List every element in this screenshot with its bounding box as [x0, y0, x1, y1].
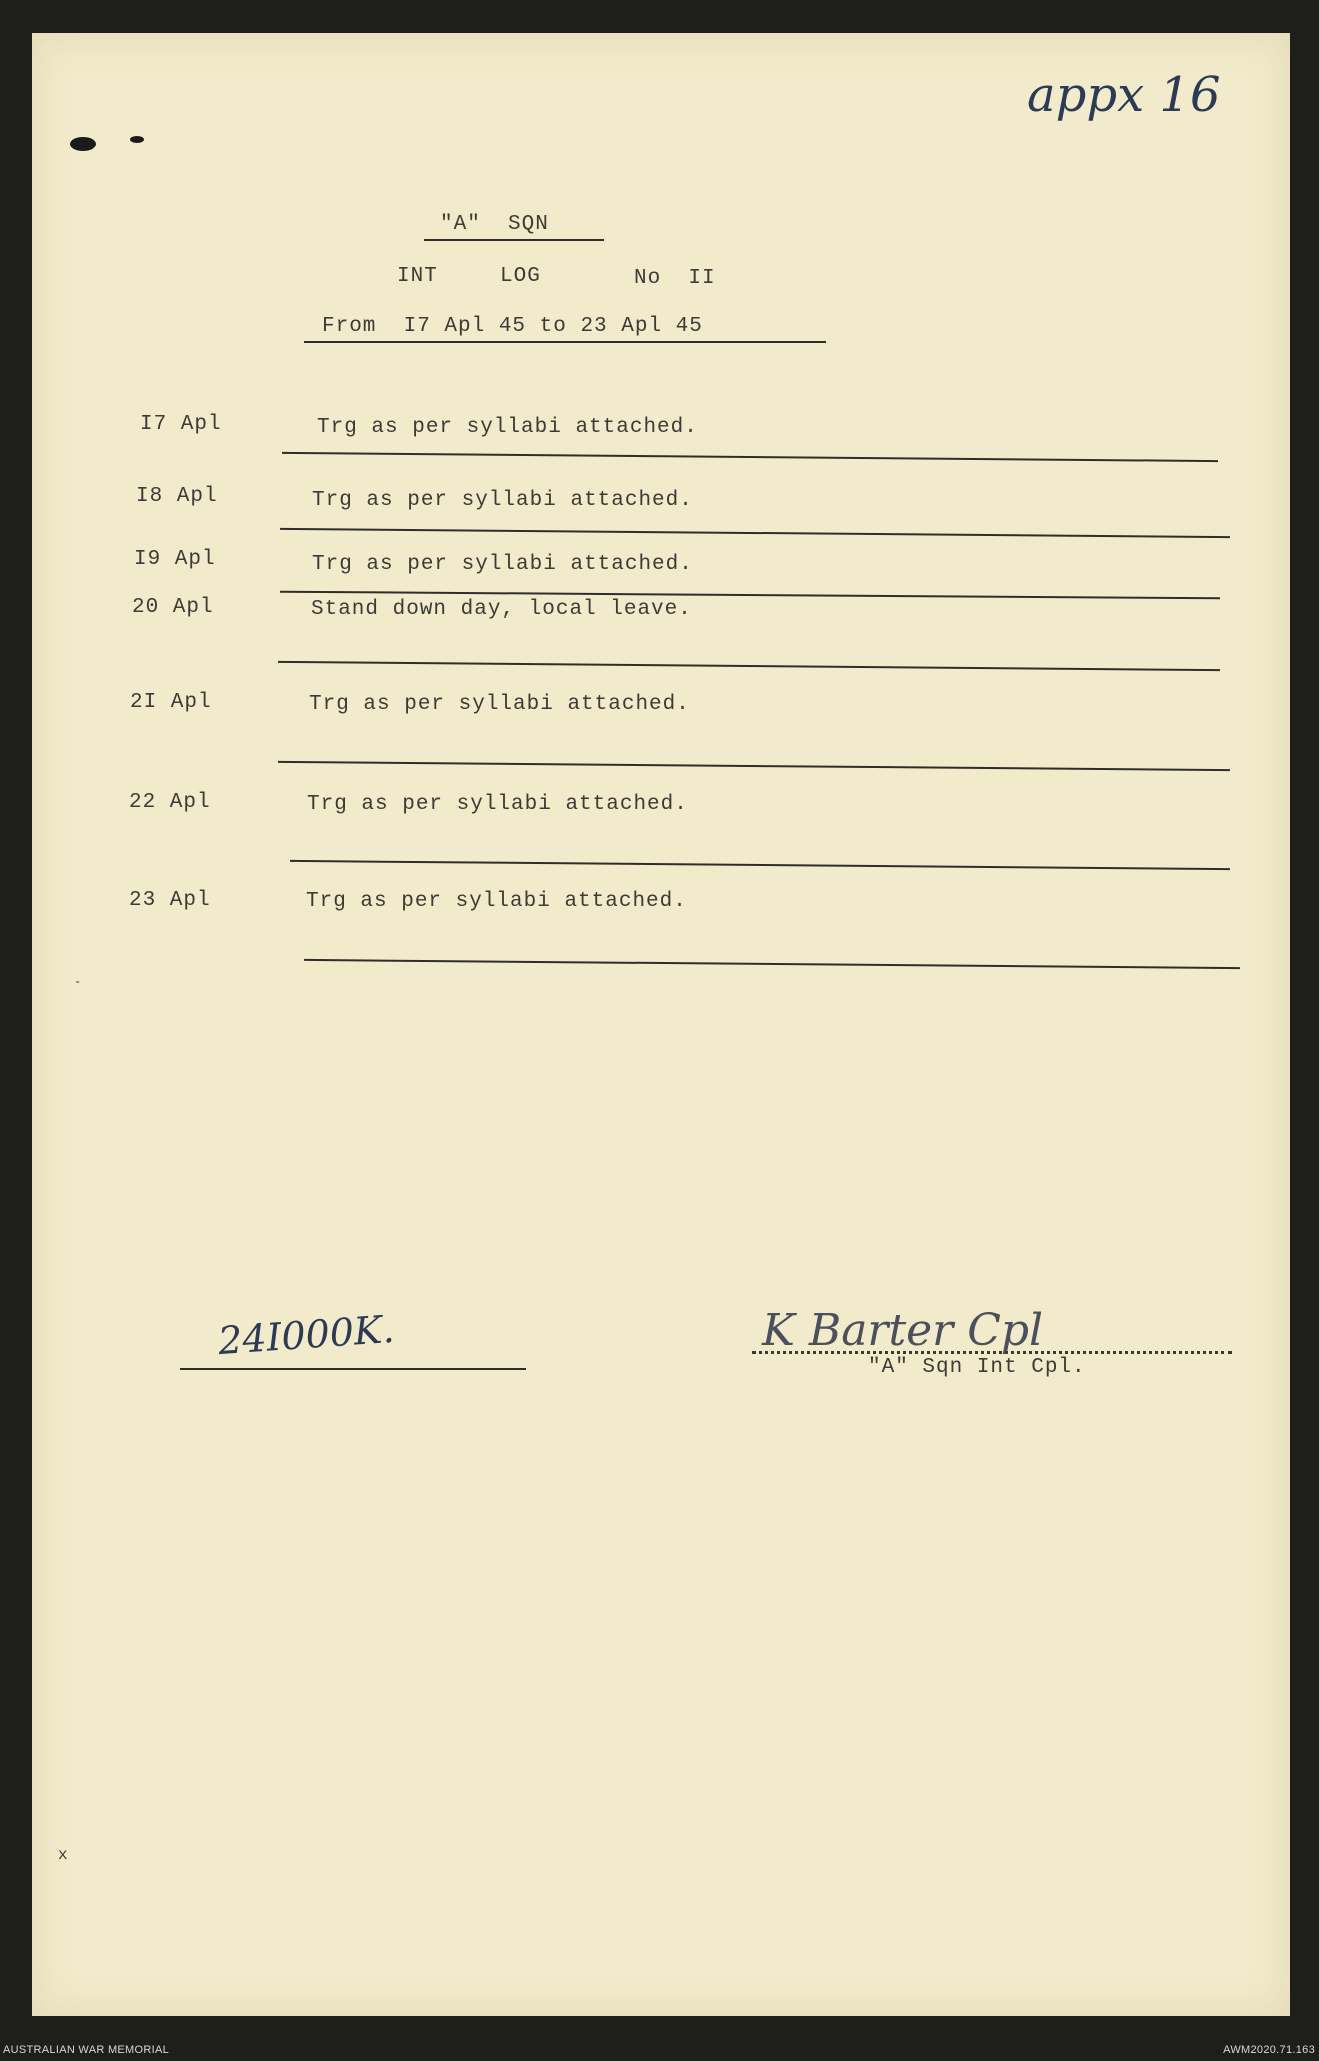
- entry-rule: [290, 860, 1230, 870]
- document-page: [32, 33, 1290, 2016]
- entry-text: Trg as per syllabi attached.: [309, 693, 690, 716]
- log-number: No II: [634, 267, 716, 290]
- unit-title: "A" SQN: [440, 213, 549, 236]
- unit-title-underline: [424, 239, 604, 241]
- margin-mark: x: [58, 1846, 69, 1864]
- entry-text: Trg as per syllabi attached.: [317, 416, 698, 439]
- punch-hole-mark: [130, 136, 144, 143]
- entry-date: I7 Apl: [140, 413, 222, 436]
- entry-date: I9 Apl: [134, 548, 216, 571]
- entry-rule: [282, 452, 1218, 462]
- log-period: From I7 Apl 45 to 23 Apl 45: [322, 315, 703, 338]
- entry-rule: [304, 959, 1240, 969]
- entry-text: Trg as per syllabi attached.: [307, 793, 688, 816]
- entry-date: 23 Apl: [129, 889, 211, 912]
- entry-rule: [280, 528, 1230, 538]
- entry-date: 20 Apl: [132, 596, 214, 619]
- punch-hole-mark: [70, 137, 96, 151]
- entry-text: Trg as per syllabi attached.: [312, 489, 693, 512]
- closing-time-underline: [180, 1368, 526, 1370]
- archive-credit: AUSTRALIAN WAR MEMORIAL: [3, 2044, 170, 2056]
- entry-date: 22 Apl: [129, 791, 211, 814]
- entry-text: Stand down day, local leave.: [311, 598, 692, 621]
- log-period-underline: [304, 341, 826, 343]
- entry-date: I8 Apl: [136, 485, 218, 508]
- archive-reference: AWM2020.71.163: [1223, 2044, 1315, 2056]
- log-title-log: LOG: [500, 265, 541, 288]
- log-title-int: INT: [397, 265, 438, 288]
- entry-rule: [278, 661, 1220, 671]
- entry-text: Trg as per syllabi attached.: [306, 890, 687, 913]
- signature: K Barter Cpl: [762, 1305, 1044, 1356]
- signature-line: [752, 1351, 1232, 1354]
- margin-mark: -: [74, 975, 83, 989]
- signatory-title: "A" Sqn Int Cpl.: [868, 1356, 1086, 1379]
- entry-rule: [278, 761, 1230, 771]
- closing-time: 24I000K.: [216, 1306, 396, 1364]
- entry-text: Trg as per syllabi attached.: [312, 553, 693, 576]
- appendix-annotation: appx 16: [1027, 67, 1221, 123]
- entry-date: 2I Apl: [130, 691, 212, 714]
